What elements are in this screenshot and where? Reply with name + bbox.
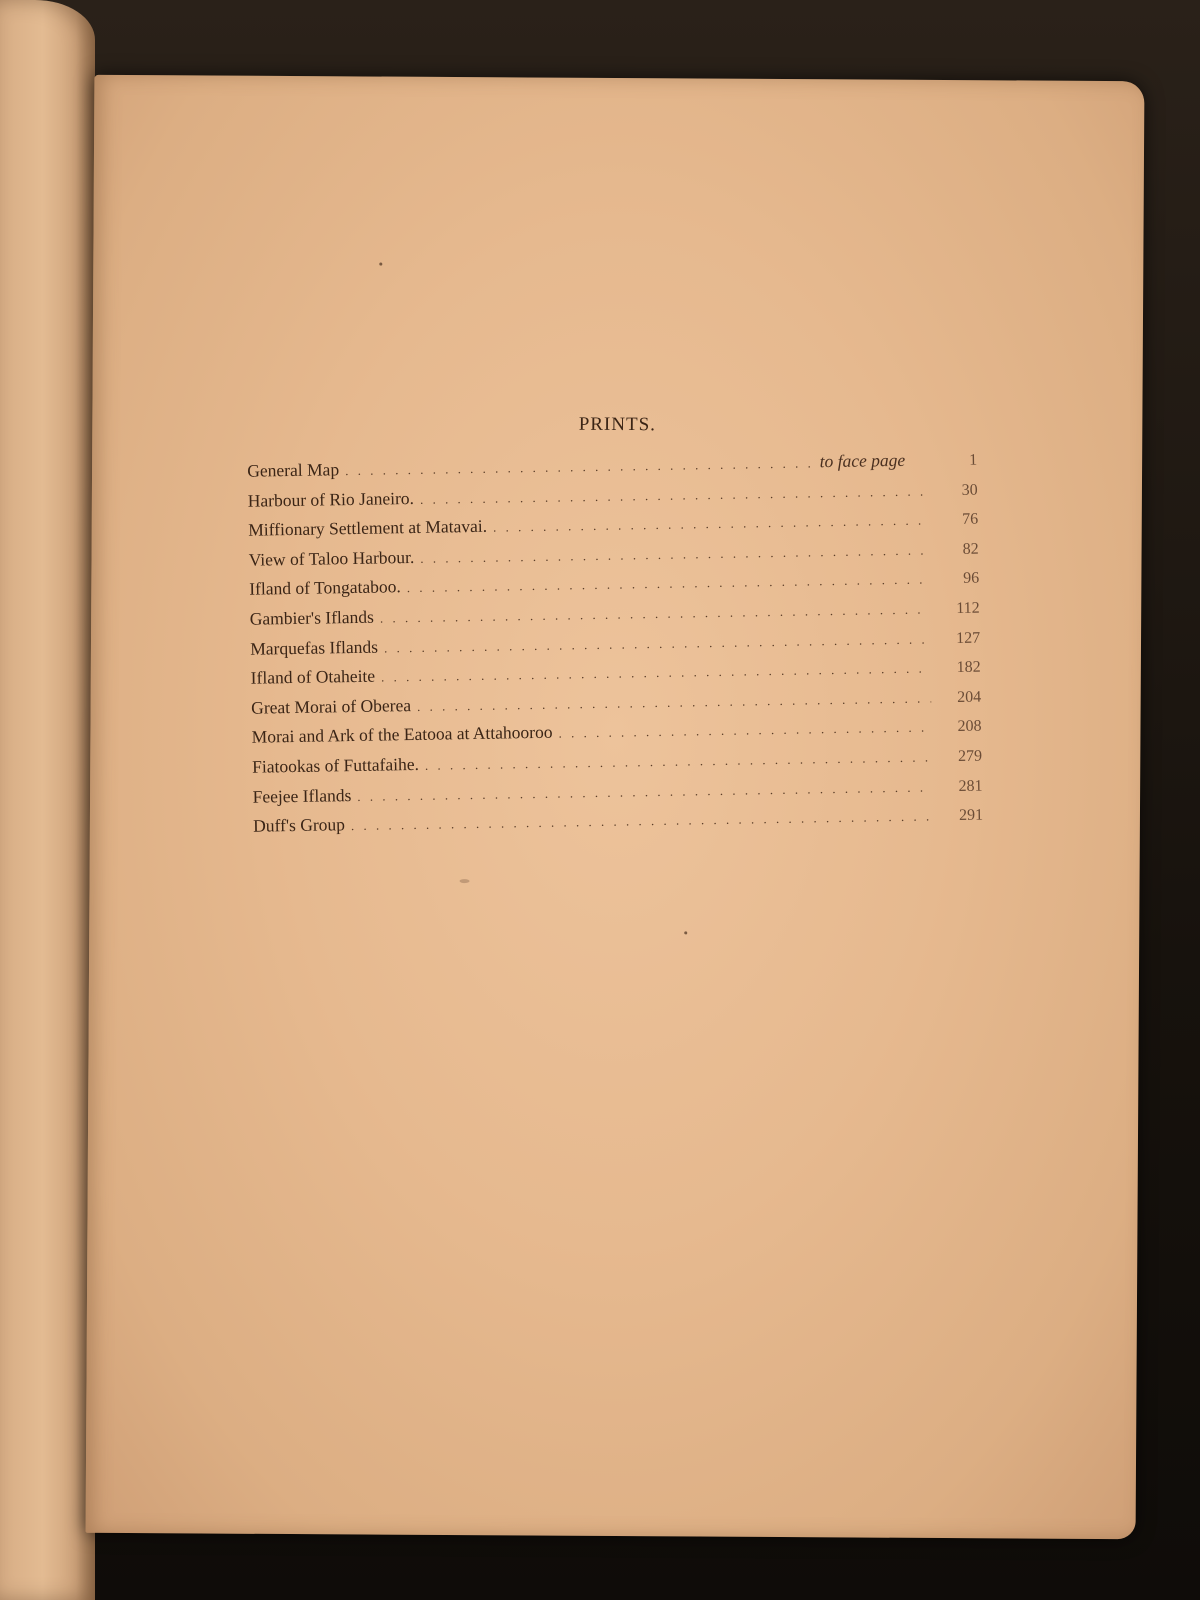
toc-page-number: 208	[957, 717, 982, 736]
toc-label: General Map	[247, 459, 340, 481]
dot-leader	[425, 749, 932, 773]
toc-page-number: 82	[962, 540, 979, 558]
toc-label: Marquefas Iflands	[250, 636, 379, 659]
toc-label: Fiatookas of Futtafaihe.	[252, 753, 420, 777]
toc-label: Gambier's Iflands	[249, 606, 375, 629]
toc-label: Great Morai of Oberea	[251, 694, 412, 718]
dot-leader	[420, 542, 929, 566]
list-of-prints	[247, 449, 983, 846]
toc-label: Ifland of Otaheite	[250, 665, 376, 688]
dot-leader	[345, 455, 814, 479]
toc-label: View of Taloo Harbour.	[248, 546, 415, 570]
toc-label: Harbour of Rio Janeiro.	[247, 487, 415, 511]
dot-leader	[420, 483, 928, 507]
dot-leader	[493, 513, 928, 536]
toc-label: Ifland of Tongataboo.	[249, 576, 401, 600]
paper-speck	[379, 263, 382, 266]
paper-stain	[460, 879, 470, 883]
toc-label: Morai and Ark of the Eatooa at Attahooroo	[251, 722, 553, 748]
toc-label: Feejee Iflands	[252, 784, 352, 807]
book-page	[86, 75, 1145, 1539]
toc-page-number: 204	[956, 688, 982, 706]
dot-leader	[384, 631, 930, 656]
page-title	[92, 411, 1142, 439]
toc-page-number: 281	[958, 777, 983, 795]
left-page-edge	[0, 0, 95, 1600]
toc-page-number: 112	[956, 599, 980, 617]
toc-page-number: 279	[957, 747, 983, 765]
face-page-label: to face page	[819, 449, 906, 472]
toc-page-number: 291	[958, 806, 984, 825]
page-title-text: PRINTS.	[578, 413, 657, 436]
toc-page-number: 30	[961, 481, 978, 499]
dot-leader	[417, 690, 931, 715]
toc-page-number: 76	[962, 510, 979, 529]
dot-leader	[357, 779, 933, 805]
toc-page-number: 182	[956, 658, 981, 677]
paper-speck	[684, 931, 687, 934]
dot-leader	[351, 809, 933, 835]
toc-page-number: 127	[956, 629, 981, 647]
dot-leader	[380, 601, 930, 626]
dot-leader	[407, 572, 930, 597]
toc-page-number: 1	[969, 451, 978, 469]
dot-leader	[558, 720, 931, 742]
toc-label: Miffionary Settlement at Matavai.	[248, 515, 488, 540]
dot-leader	[381, 661, 931, 686]
toc-page-number: 96	[963, 570, 980, 588]
toc-label: Duff's Group	[252, 814, 346, 836]
